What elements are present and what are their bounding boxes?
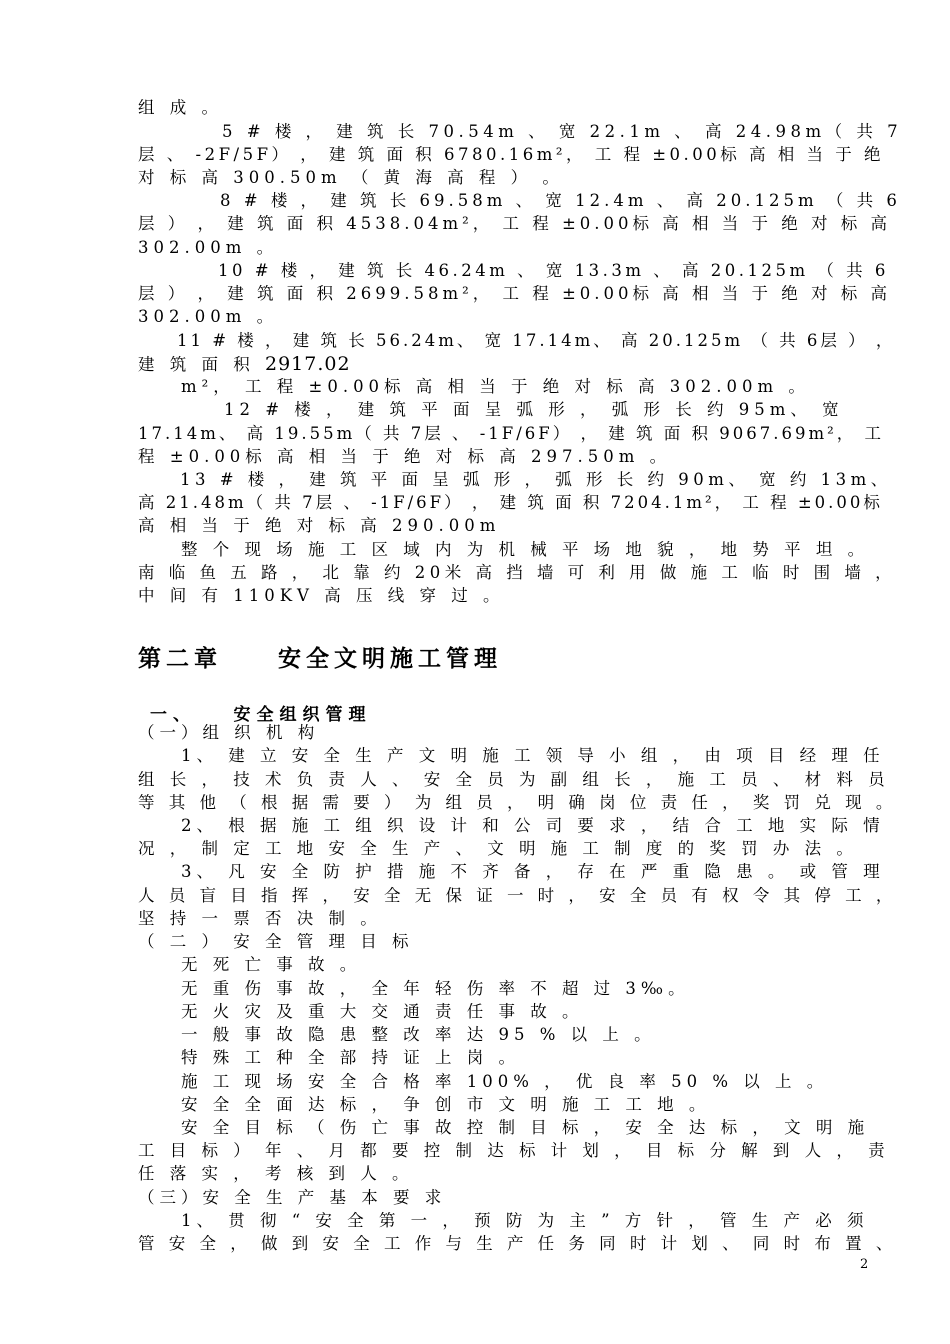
text-line: 8 # 楼 ， 建 筑 长 69.58m 、 宽 12.4m 、 高 20.125m （ 共 6 (138, 191, 901, 210)
text-line: （一）组 织 机 构 (138, 723, 320, 742)
text-line: 10 # 楼 ， 建 筑 长 46.24m 、 宽 13.3m 、 高 20.125m （ 共 6 (138, 261, 889, 280)
text-line: 无 死 亡 事 故 。 (138, 955, 362, 974)
text-line: 中 间 有 110KV 高 压 线 穿 过 。 (138, 586, 505, 605)
text-line: 组 成 。 (138, 98, 223, 117)
text-line: 整 个 现 场 施 工 区 域 内 为 机 械 平 场 地 貌 ， 地 势 平 坦 。 (138, 540, 870, 559)
text-line: 任 落 实 ， 考 核 到 人 。 (138, 1164, 414, 1183)
section-title: 一、 安全组织管理 (150, 705, 372, 725)
text-line: 11 # 楼 ， 建 筑 长 56.24m、 宽 17.14m、 高 20.125m （ 共 6层 ） ， (138, 331, 896, 350)
text-line: 层 、 -2F/5F） ， 建 筑 面 积 6780.16m²， 工 程 ±0.00标 高 相 当 于 绝 (138, 145, 885, 164)
text-line: 1、 建 立 安 全 生 产 文 明 施 工 领 导 小 组 ， 由 项 目 经 理 任 (138, 746, 885, 765)
text-line: 5 # 楼 ， 建 筑 长 70.54m 、 宽 22.1m 、 高 24.98m（ 共 7 (138, 122, 903, 141)
text-line: 特 殊 工 种 全 部 持 证 上 岗 。 (138, 1048, 520, 1067)
text-fragment: 建 筑 面 积 (138, 355, 255, 374)
text-line: 组 长 ， 技 术 负 责 人 、 安 全 员 为 副 组 长 ， 施 工 员 、 材 料 员 (138, 770, 890, 789)
text-line: 3、 凡 安 全 防 护 措 施 不 齐 备 ， 存 在 严 重 隐 患 。 或 管 理 (138, 862, 885, 881)
text-line: 无 重 伤 事 故 ， 全 年 轻 伤 率 不 超 过 3‰。 (138, 979, 690, 998)
text-line: 高 相 当 于 绝 对 标 高 290.00m (138, 516, 501, 535)
text-line: 施 工 现 场 安 全 合 格 率 100% ， 优 良 率 50 % 以 上 。 (138, 1072, 829, 1091)
text-line: 工 目 标 ） 年 、 月 都 要 控 制 达 标 计 划 ， 目 标 分 解 到 人 ， 责 (138, 1141, 890, 1160)
text-line: 对 标 高 300.50m （ 黄 海 高 程 ） 。 (138, 168, 564, 187)
text-line: 程 ±0.00标 高 相 当 于 绝 对 标 高 297.50m 。 (138, 447, 672, 466)
text-line: m²， 工 程 ±0.00标 高 相 当 于 绝 对 标 高 302.00m 。 (138, 377, 810, 396)
page-number: 2 (860, 1257, 869, 1272)
text-line: 层 ） ， 建 筑 面 积 2699.58m²， 工 程 ±0.00标 高 相 当 于 绝 对 标 高 (138, 284, 891, 303)
text-line: 17.14m、 高 19.55m（ 共 7层 、 -1F/6F） ， 建 筑 面 积 9067.69m²， 工 (138, 424, 884, 443)
text-line: 高 21.48m（ 共 7层 、 -1F/6F） ， 建 筑 面 积 7204.1m²， 工 程 ±0.00标 (138, 493, 883, 512)
text-line: 302.00m 。 (138, 307, 279, 326)
text-line: 层 ） ， 建 筑 面 积 4538.04m²， 工 程 ±0.00标 高 相 当 于 绝 对 标 高 (138, 214, 891, 233)
text-line: 坚 持 一 票 否 决 制 。 (138, 909, 382, 928)
text-line: 302.00m 。 (138, 238, 279, 257)
text-line: 12 # 楼 ， 建 筑 平 面 呈 弧 形 ， 弧 形 长 约 95m、 宽 (138, 400, 844, 419)
chapter-title: 第二章 安全文明施工管理 (138, 646, 502, 672)
text-line: （三）安 全 生 产 基 本 要 求 (138, 1188, 447, 1207)
area-value: 2917.02 (265, 353, 351, 375)
text-line: 1、 贯 彻 “ 安 全 第 一 ， 预 防 为 主 ” 方 针 ， 管 生 产 必 须 (138, 1211, 869, 1230)
text-line (138, 354, 860, 375)
text-line: 一 般 事 故 隐 患 整 改 率 达 95 % 以 上 。 (138, 1025, 656, 1044)
text-line: 人 员 盲 目 指 挥 ， 安 全 无 保 证 一 时 ， 安 全 员 有 权 令 其 停 工 ， (138, 886, 897, 905)
text-line: 安 全 目 标 （ 伤 亡 事 故 控 制 目 标 ， 安 全 达 标 ， 文 明 施 (138, 1118, 870, 1137)
text-line: 13 # 楼 ， 建 筑 平 面 呈 弧 形 ， 弧 形 长 约 90m、 宽 约 13m、 (138, 470, 892, 489)
text-line: 等 其 他 （ 根 据 需 要 ） 为 组 员 ， 明 确 岗 位 责 任 ， 奖 罚 兑 现 。 (138, 793, 897, 812)
text-line: 管 安 全 ， 做 到 安 全 工 作 与 生 产 任 务 同 时 计 划 、 同 时 布 置 、 (138, 1234, 897, 1253)
text-line: （ 二 ） 安 全 管 理 目 标 (138, 932, 414, 951)
text-line: 况 ， 制 定 工 地 安 全 生 产 、 文 明 施 工 制 度 的 奖 罚 办 法 。 (138, 839, 858, 858)
text-line: 2、 根 据 施 工 组 织 设 计 和 公 司 要 求 ， 结 合 工 地 实 际 情 (138, 816, 885, 835)
text-line: 南 临 鱼 五 路 ， 北 靠 约 20米 高 挡 墙 可 利 用 做 施 工 临 时 围 墙 ， (138, 563, 897, 582)
text-line: 安 全 全 面 达 标 ， 争 创 市 文 明 施 工 工 地 。 (138, 1095, 711, 1114)
text-line: 无 火 灾 及 重 大 交 通 责 任 事 故 。 (138, 1002, 584, 1021)
